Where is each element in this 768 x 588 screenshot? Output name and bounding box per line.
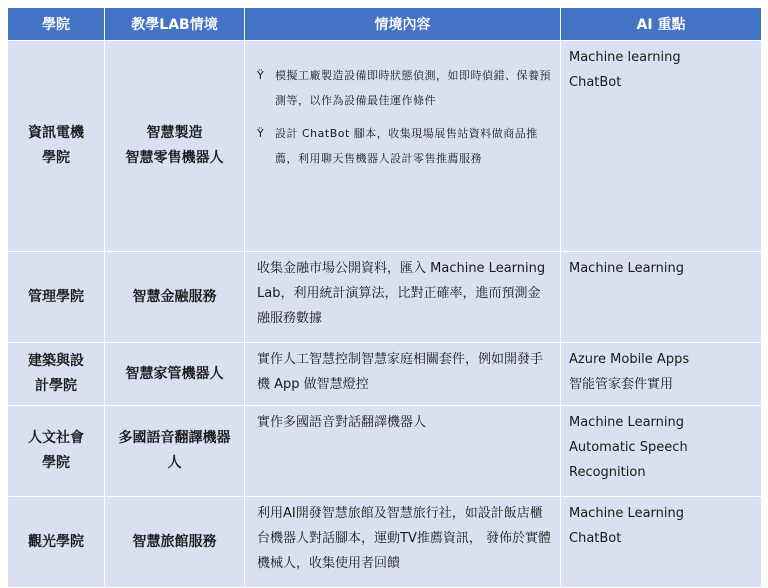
header-scenario-content: 情境內容 xyxy=(245,8,561,41)
lab-name: 多國語音翻譯機器人 xyxy=(118,430,231,471)
ai-cell xyxy=(561,406,762,497)
table-row xyxy=(8,497,762,588)
ai-cell xyxy=(561,497,762,588)
lab-cell xyxy=(105,497,245,588)
college-name: 資訊電機學院 xyxy=(28,125,84,166)
ai-cell xyxy=(561,252,762,343)
ai-item: Machine learning xyxy=(569,50,681,65)
content-bullet xyxy=(257,63,552,113)
ai-lab-curriculum-table xyxy=(7,7,762,588)
ai-cell xyxy=(561,41,762,252)
ai-cell xyxy=(561,343,762,406)
lab-cell xyxy=(105,343,245,406)
lab-cell xyxy=(105,41,245,252)
content-cell xyxy=(245,497,561,588)
table-row xyxy=(8,343,762,406)
college-cell xyxy=(8,497,105,588)
lab-name: 智慧家管機器人 xyxy=(125,365,224,382)
college-name: 建築與設計學院 xyxy=(28,353,84,394)
college-name: 觀光學院 xyxy=(28,533,84,550)
ai-item: Machine Learning xyxy=(569,506,684,521)
lab-name: 智慧製造 xyxy=(146,125,203,141)
ai-item: Automatic Speech Recognition xyxy=(569,440,688,480)
content-bullet xyxy=(257,121,552,171)
ai-item: Azure Mobile Apps xyxy=(569,352,690,367)
content-cell xyxy=(245,41,561,252)
college-cell xyxy=(8,252,105,343)
curriculum-table-container xyxy=(7,7,761,588)
content-cell xyxy=(245,252,561,343)
college-name: 管理學院 xyxy=(28,288,84,305)
header-ai-focus: AI 重點 xyxy=(561,8,762,41)
header-college: 學院 xyxy=(8,8,105,41)
table-row xyxy=(8,41,762,252)
table-row xyxy=(8,252,762,343)
content-cell xyxy=(245,406,561,497)
content-text: 實作人工智慧控制智慧家庭相關套件，例如開發手機 App 做智慧燈控 xyxy=(257,352,544,392)
ai-item: Machine Learning xyxy=(569,261,684,276)
table-row xyxy=(8,406,762,497)
ai-item: 智能管家套件實用 xyxy=(569,377,674,392)
lab-name: 智慧金融服務 xyxy=(132,288,217,305)
bullet-marker: Ÿ xyxy=(257,127,265,140)
content-text: 實作多國語音對話翻譯機器人 xyxy=(257,415,427,430)
college-cell xyxy=(8,406,105,497)
lab-name: 智慧旅館服務 xyxy=(132,533,217,550)
lab-name: 智慧零售機器人 xyxy=(125,150,224,166)
ai-item: ChatBot xyxy=(569,75,622,90)
college-cell xyxy=(8,343,105,406)
bullet-text: 模擬工廠製造設備即時狀態偵測，如即時偵錯、保養預測等，以作為設備最佳運作條件 xyxy=(275,69,551,107)
ai-item: Machine Learning xyxy=(569,415,684,430)
header-row xyxy=(8,8,762,41)
bullet-marker: Ÿ xyxy=(257,69,265,82)
bullet-text: 設計 ChatBot 腳本，收集現場展售站資料做商品推薦，利用聊天售機器人設計零售推薦服務 xyxy=(275,127,538,165)
lab-cell xyxy=(105,406,245,497)
lab-cell xyxy=(105,252,245,343)
header-lab-scenario: 教學LAB情境 xyxy=(105,8,245,41)
college-cell xyxy=(8,41,105,252)
content-text: 收集金融市場公開資料，匯入 Machine Learning Lab，利用統計演算法，比對正確率，進而預測金融服務數據 xyxy=(257,261,546,326)
ai-item: ChatBot xyxy=(569,531,622,546)
content-text: 利用AI開發智慧旅館及智慧旅行社，如設計飯店櫃台機器人對話腳本，運動TV推薦資訊， 發佈於實體機械人，收集使用者回饋 xyxy=(257,506,551,571)
college-name: 人文社會學院 xyxy=(28,430,84,471)
content-cell xyxy=(245,343,561,406)
